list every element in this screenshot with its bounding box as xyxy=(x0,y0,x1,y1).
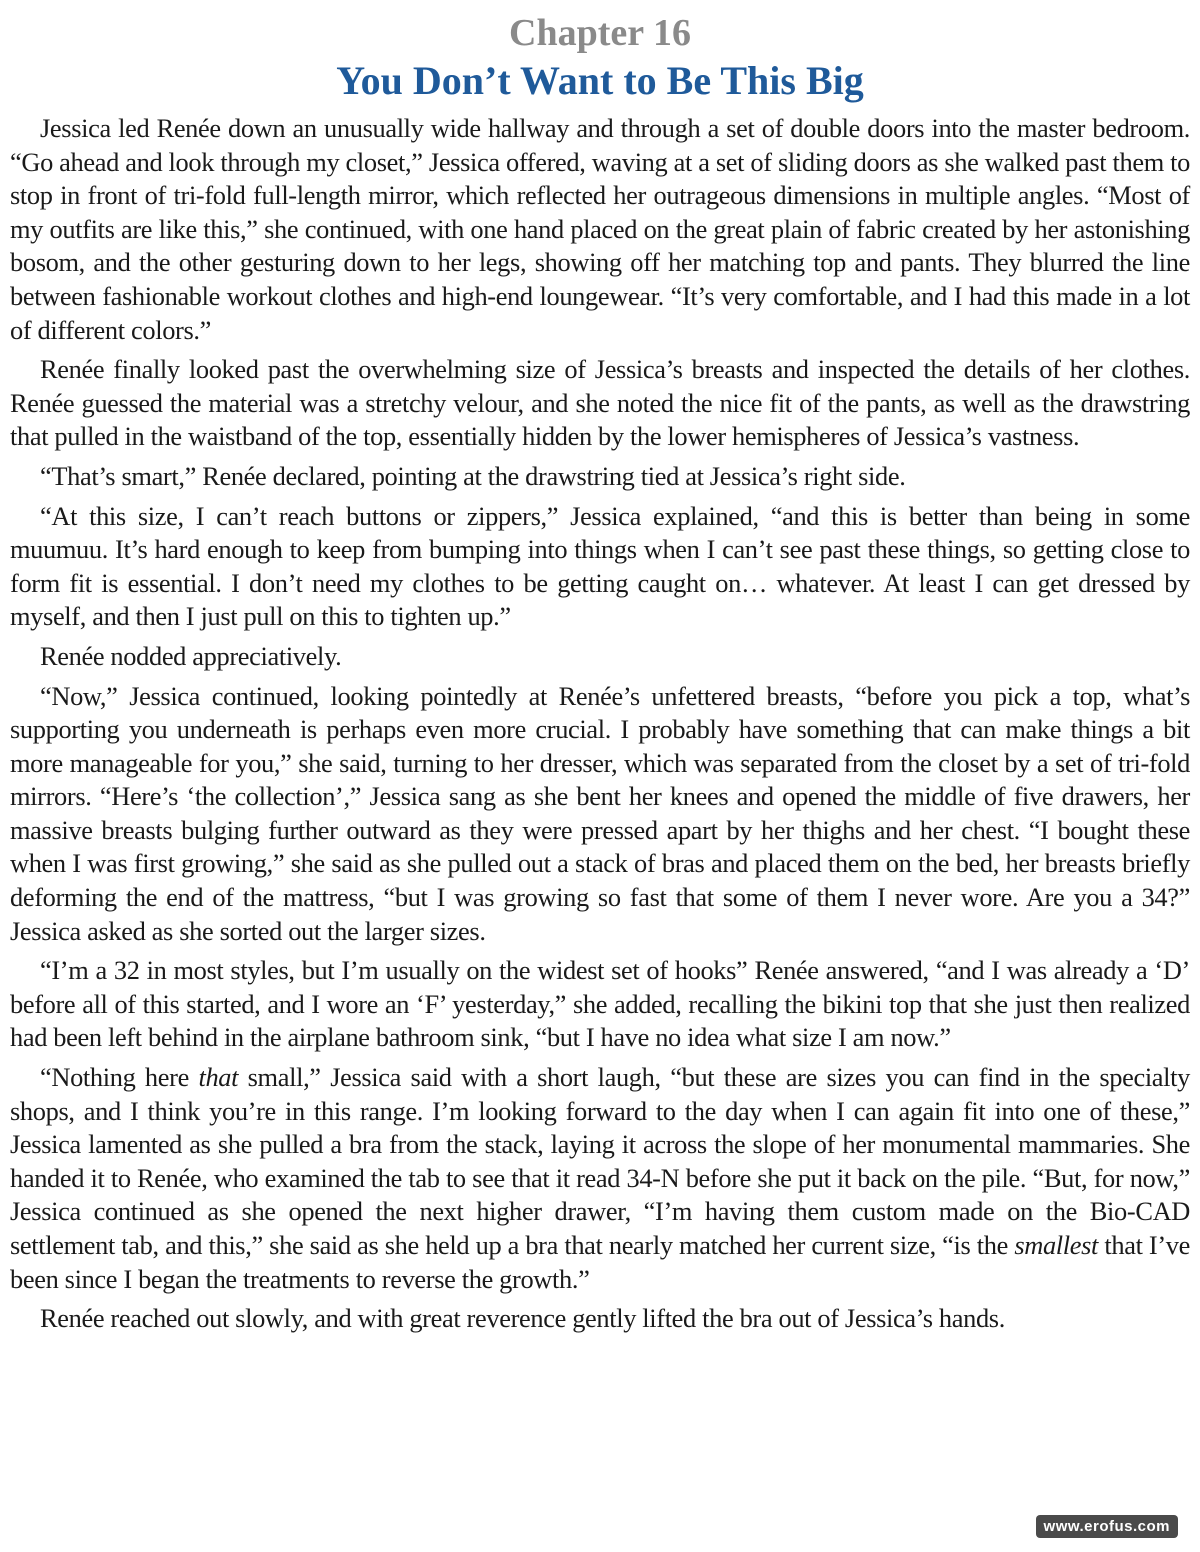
chapter-body xyxy=(10,112,1190,1336)
paragraph-text: small,” Jessica said with a short laugh, “but these are sizes you can find in the specialty shops, and I think you’re in this range. I’m looking forward to the day when I can again fit into one of these,” Jessica lamented as she pulled a bra from the stack, laying it across the slope of her monumental mammaries. She handed it to Renée, who examined the tab to see that it read 34-N before she put it back on the pile. “But, for now,” Jessica continued as she opened the next higher drawer, “I’m having them custom made on the Bio-CAD settlement tab, and this,” she said as she held up a bra that nearly matched her current size, “is the xyxy=(10,1062,1190,1260)
paragraph-text: “Nothing here xyxy=(40,1062,199,1093)
paragraph-text: Renée reached out slowly, and with great reverence gently lifted the bra out of Jessica’s hands. xyxy=(40,1303,1005,1334)
paragraph-text: Renée finally looked past the overwhelming size of Jessica’s breasts and inspected the details of her clothes. Renée guessed the material was a stretchy velour, and she noted the nice fit of the pants, as well as the drawstring that pulled in the waistband of the top, essentially hidden by the lower hemispheres of Jessica’s vastness. xyxy=(10,354,1190,452)
paragraph-text: “Now,” Jessica continued, looking pointedly at Renée’s unfettered breasts, “before you pick a top, what’s supporting you underneath is perhaps even more crucial. I probably have something that can make things a bit more manageable for you,” she said, turning to her dresser, which was separated from the closet by a set of tri-fold mirrors. “Here’s ‘the collection’,” Jessica sang as she bent her knees and opened the middle of five drawers, her massive breasts bulging further outward as they were pressed apart by her thighs and her chest. “I bought these when I was first growing,” she said as she pulled out a stack of bras and placed them on the bed, her breasts briefly deforming the end of the mattress, “but I was growing so fast that some of them I never wore. Are you a 34?” Jessica asked as she sorted out the larger sizes. xyxy=(10,680,1190,946)
italic-text: that xyxy=(198,1062,239,1093)
paragraph xyxy=(10,353,1190,454)
chapter-title: You Don’t Want to Be This Big xyxy=(336,58,864,103)
paragraph xyxy=(10,460,1190,494)
book-page xyxy=(10,10,1190,1342)
paragraph xyxy=(10,112,1190,347)
paragraph-text: Renée nodded appreciatively. xyxy=(40,640,342,671)
paragraph-text: “That’s smart,” Renée declared, pointing at the drawstring tied at Jessica’s right side. xyxy=(40,460,906,491)
paragraph-text: “I’m a 32 in most styles, but I’m usually on the widest set of hooks” Renée answered, “and I was already a ‘D’ before all of this started, and I wore an ‘F’ yesterday,” she added, recalling the bikini top that she just then realized had been left behind in the airplane bathroom sink, “but I have no idea what size I am now.” xyxy=(10,955,1190,1053)
paragraph-text: “At this size, I can’t reach buttons or zippers,” Jessica explained, “and this is better than being in some muumuu. It’s hard enough to keep from bumping into things when I can’t see past these things, so getting close to form fit is essential. I don’t need my clothes to be getting caught on… whatever. At least I can get dressed by myself, and then I just pull on this to tighten up.” xyxy=(10,500,1190,632)
site-watermark: www.erofus.com xyxy=(1036,1515,1178,1538)
paragraph xyxy=(10,1302,1190,1336)
paragraph xyxy=(10,500,1190,634)
paragraph xyxy=(10,680,1190,949)
paragraph-text: Jessica led Renée down an unusually wide hallway and through a set of double doors into the master bedroom. “Go ahead and look through my closet,” Jessica offered, waving at a set of sliding doors as she walked past them to stop in front of tri-fold full-length mirror, which reflected her outrageous dimensions in multiple angles. “Most of my outfits are like this,” she continued, with one hand placed on the great plain of fabric created by her astonishing bosom, and the other gesturing down to her legs, showing off her matching top and pants. They blurred the line between fashionable workout clothes and high-end loungewear. “It’s very comfortable, and I had this made in a lot of different colors.” xyxy=(10,113,1190,345)
paragraph xyxy=(10,1061,1190,1296)
paragraph xyxy=(10,640,1190,674)
italic-text: smallest xyxy=(1014,1230,1099,1260)
paragraph-text: that I’ve been since I began the treatments to reverse the growth.” xyxy=(10,1230,1190,1294)
chapter-number: Chapter 16 xyxy=(509,12,691,54)
paragraph xyxy=(10,954,1190,1055)
